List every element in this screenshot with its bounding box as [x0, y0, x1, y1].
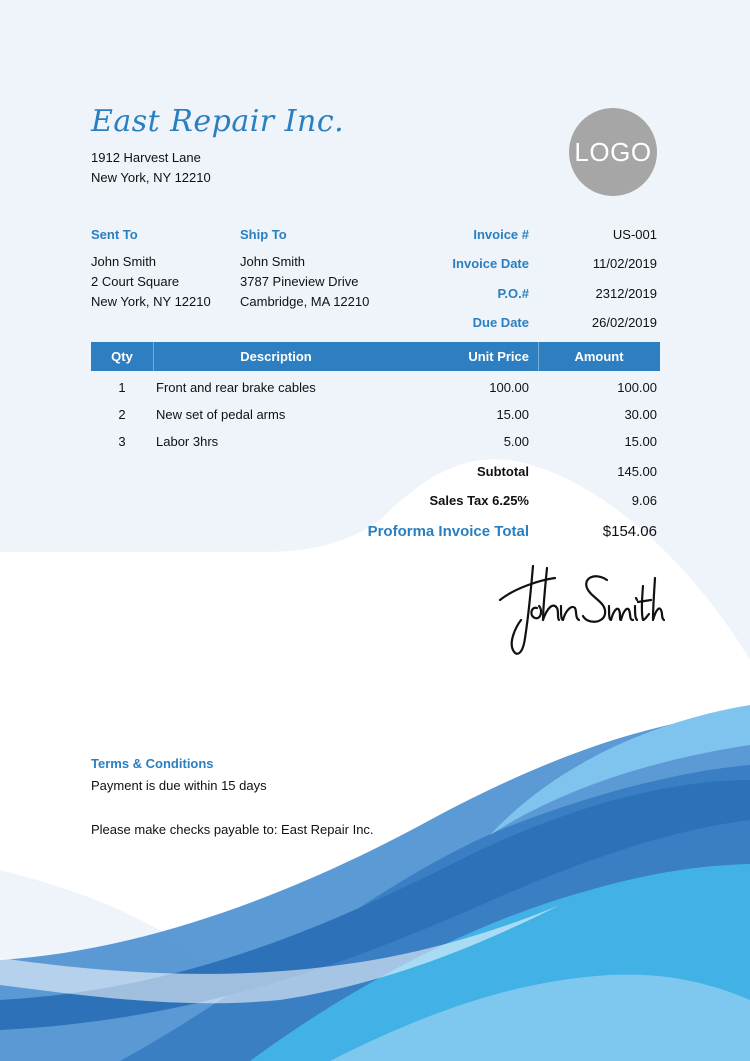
logo-placeholder: LOGO	[569, 108, 657, 196]
subtotal-value: 145.00	[617, 464, 657, 479]
row-description: New set of pedal arms	[156, 407, 286, 422]
row-amount: 100.00	[617, 380, 657, 395]
row-unit-price: 5.00	[503, 434, 529, 449]
invoice-date: 11/02/2019	[592, 256, 657, 271]
invoice-date-label: Invoice Date	[452, 256, 529, 271]
row-amount: 30.00	[624, 407, 657, 422]
items-table-header	[91, 342, 660, 371]
row-unit-price: 15.00	[496, 407, 529, 422]
header-unit-price: Unit Price	[468, 349, 529, 364]
ship-to-line2: Cambridge, MA 12210	[240, 294, 370, 309]
company-name: East Repair Inc.	[91, 104, 345, 139]
sales-tax-value: 9.06	[631, 493, 657, 508]
po-label: P.O.#	[497, 286, 529, 301]
row-amount: 15.00	[624, 434, 657, 449]
ship-to-line1: 3787 Pineview Drive	[240, 274, 359, 289]
table-row	[91, 434, 660, 454]
header-amount: Amount	[574, 349, 624, 364]
signature	[495, 558, 665, 663]
row-description: Front and rear brake cables	[156, 380, 316, 395]
company-address-line2: New York, NY 12210	[91, 170, 211, 185]
row-qty: 1	[118, 380, 126, 395]
total-value: $154.06	[602, 523, 657, 540]
sent-to-label: Sent To	[91, 227, 138, 242]
header-qty: Qty	[111, 349, 133, 364]
row-unit-price: 100.00	[489, 380, 529, 395]
terms-title: Terms & Conditions	[91, 756, 214, 771]
header-description: Description	[240, 349, 312, 364]
due-date: 26/02/2019	[591, 315, 657, 330]
terms-line1: Payment is due within 15 days	[91, 778, 267, 793]
ship-to-name: John Smith	[240, 254, 306, 269]
ship-to-label: Ship To	[240, 227, 287, 242]
invoice-number: US-001	[612, 227, 657, 242]
total-label: Proforma Invoice Total	[367, 523, 529, 540]
invoice-number-label: Invoice #	[473, 227, 529, 242]
row-qty: 3	[118, 434, 126, 449]
sent-to-line2: New York, NY 12210	[91, 294, 211, 309]
sent-to-name: John Smith	[91, 254, 157, 269]
sales-tax-label: Sales Tax 6.25%	[429, 493, 529, 508]
table-row	[91, 380, 660, 400]
sent-to-line1: 2 Court Square	[91, 274, 180, 289]
row-qty: 2	[118, 407, 126, 422]
due-date-label: Due Date	[472, 315, 529, 330]
po-number: 2312/2019	[595, 286, 657, 301]
table-row	[91, 407, 660, 427]
terms-line2: Please make checks payable to: East Repair Inc.	[91, 822, 374, 837]
row-description: Labor 3hrs	[156, 434, 219, 449]
subtotal-label: Subtotal	[477, 464, 529, 479]
company-address-line1: 1912 Harvest Lane	[91, 150, 201, 165]
